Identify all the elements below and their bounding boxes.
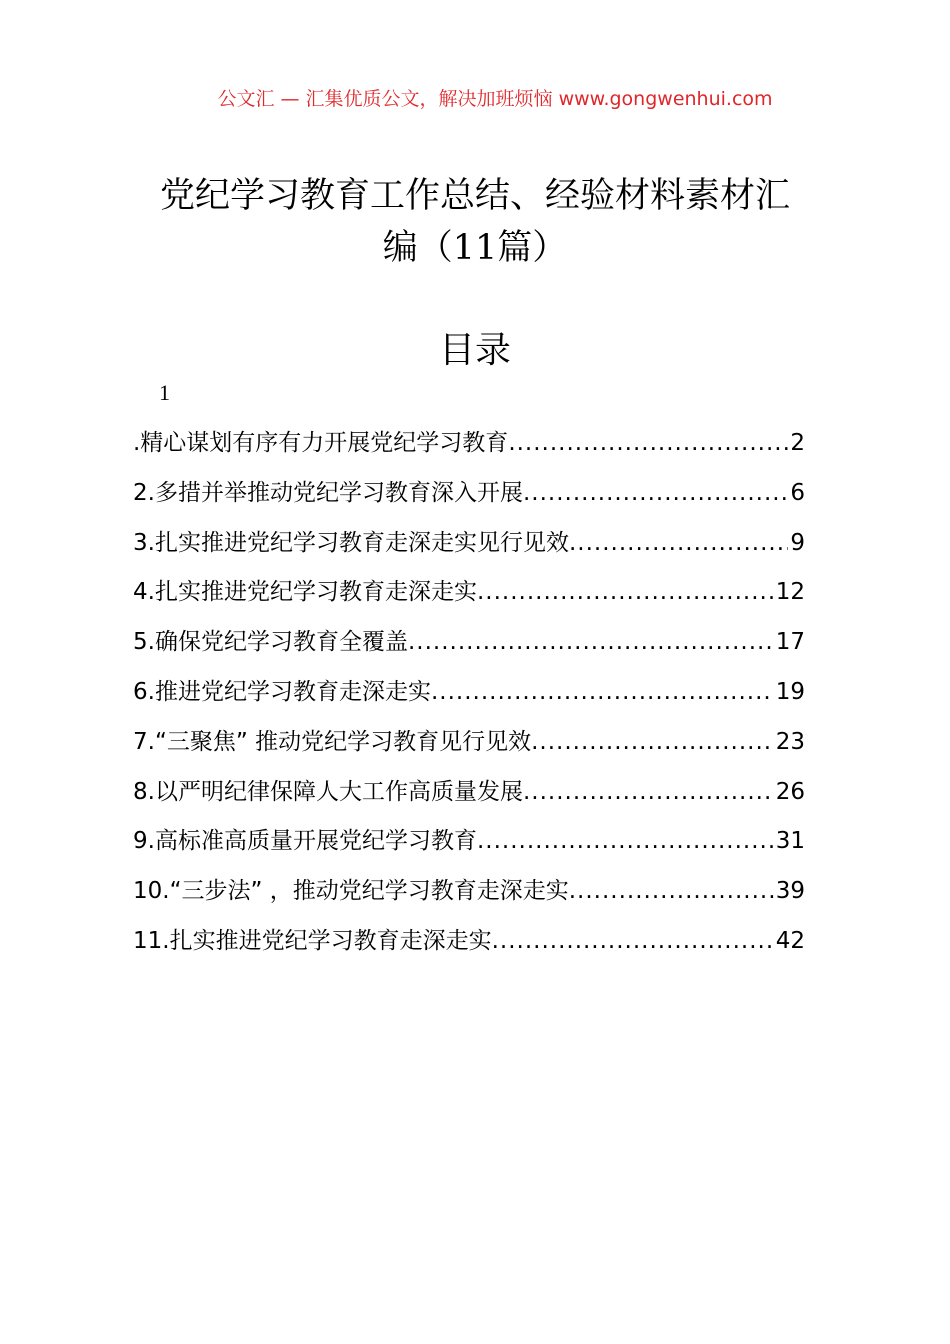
toc-entry-page: 12: [775, 579, 805, 606]
title-prefix: 编（: [382, 228, 453, 268]
dot-leader: [523, 779, 774, 805]
dot-leader: [477, 828, 774, 854]
toc-entry-page: 26: [775, 778, 805, 805]
title-line-2: [130, 222, 820, 274]
toc-entry[interactable]: [133, 424, 805, 474]
toc-entry-label: 4.扎实推进党纪学习教育走深走实: [133, 579, 477, 606]
toc-entry[interactable]: [133, 872, 805, 922]
title-line-1: 党纪学习教育工作总结、经验材料素材汇: [159, 176, 790, 216]
title-count: 11: [452, 228, 498, 268]
toc-entry-label: 8.以严明纪律保障人大工作高质量发展: [133, 778, 523, 805]
dot-leader: [408, 629, 774, 655]
toc-entry-label: 2.多措并举推动党纪学习教育深入开展: [133, 479, 523, 506]
document-title: [130, 170, 820, 274]
toc-entry-page: 39: [775, 878, 805, 905]
dot-leader: [508, 430, 788, 456]
toc-entry[interactable]: [133, 474, 805, 524]
toc-heading: 目录: [438, 330, 511, 371]
toc-entry-page: 23: [775, 728, 805, 755]
dot-leader: [523, 480, 788, 506]
toc-entry-page: 6: [790, 479, 805, 506]
toc-entry[interactable]: [133, 723, 805, 773]
toc-entry[interactable]: [133, 773, 805, 823]
toc-entry-page: 9: [790, 529, 805, 556]
toc-entry-page: 19: [775, 678, 805, 705]
dot-leader: [569, 530, 788, 556]
dot-leader: [431, 679, 774, 705]
toc-entry-page: 31: [775, 828, 805, 855]
toc-entry[interactable]: [133, 822, 805, 872]
dot-leader: [569, 878, 774, 904]
toc-entry[interactable]: [133, 673, 805, 723]
stray-number: 1: [159, 380, 170, 405]
toc-entry[interactable]: [133, 524, 805, 574]
watermark-header: 公文汇 — 汇集优质公文，解决加班烦恼 www.gongwenhui.com: [217, 88, 773, 110]
toc-entry-label: 7.“三聚焦” 推动党纪学习教育见行见效: [133, 728, 532, 755]
dot-leader: [492, 928, 774, 954]
toc-entry-label: 10.“三步法” ，推动党纪学习教育走深走实: [133, 878, 569, 905]
table-of-contents: [133, 424, 805, 972]
dot-leader: [531, 729, 774, 755]
toc-entry-label: 5.确保党纪学习教育全覆盖: [133, 629, 408, 656]
toc-entry-label: 3.扎实推进党纪学习教育走深走实见行见效: [133, 529, 569, 556]
toc-entry-label: .精心谋划有序有力开展党纪学习教育: [133, 430, 509, 456]
title-suffix: 篇）: [497, 228, 568, 268]
toc-entry[interactable]: [133, 623, 805, 673]
toc-entry-label: 11.扎实推进党纪学习教育走深走实: [133, 927, 492, 954]
toc-entry-page: 42: [775, 927, 805, 954]
toc-entry-page: 2: [790, 430, 805, 456]
toc-entry-page: 17: [775, 629, 805, 656]
toc-entry-label: 9.高标准高质量开展党纪学习教育: [133, 828, 477, 855]
dot-leader: [477, 579, 774, 605]
toc-entry[interactable]: [133, 922, 805, 972]
toc-entry-label: 6.推进党纪学习教育走深走实: [133, 678, 431, 705]
toc-entry[interactable]: [133, 573, 805, 623]
